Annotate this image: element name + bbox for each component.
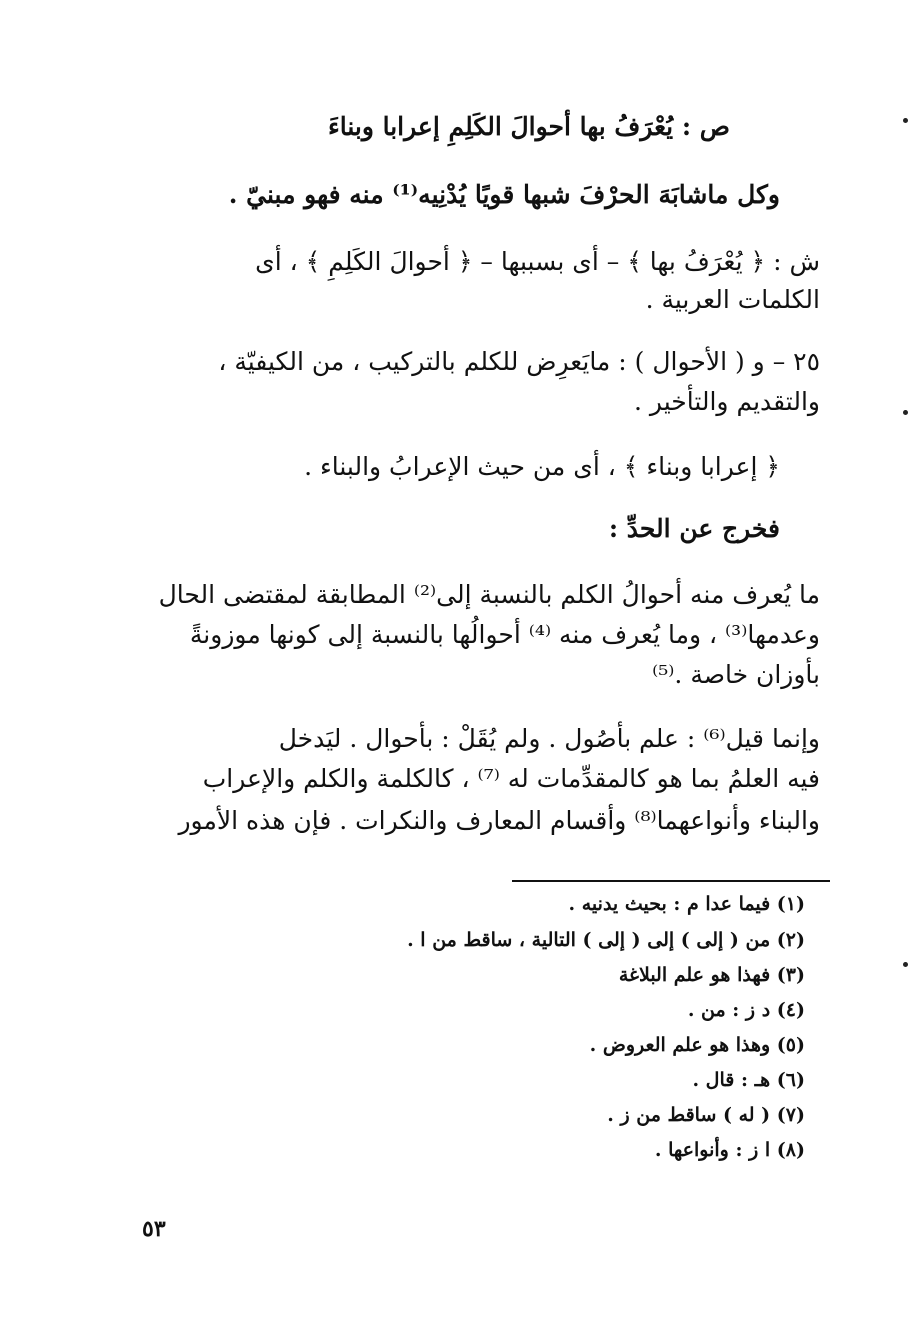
footnote-2: (٢) من ( إلى ) إلى ( إلى ) التالية ، ساقط من ا . [407, 929, 805, 951]
body-line-5: ﴿ إعرابا وبناء ﴾ ، أى من حيث الإعرابُ والبناء . [304, 452, 780, 481]
footnote-8: (٨) ا ز : وأنواعها . [654, 1139, 805, 1161]
scan-speck [903, 962, 908, 967]
body-line-8: وعدمها⁽³⁾ ، وما يُعرف منه ⁽⁴⁾ أحوالُها بالنسبة إلى كونها موزونةً [189, 620, 820, 649]
verse-line-1: ص : يُعْرَفُ بها أحوالَ الكَلِمِ إعرابا وبناءَ [327, 112, 730, 141]
footnote-divider [512, 880, 830, 882]
body-line-7: ما يُعرف منه أحوالُ الكلم بالنسبة إلى⁽²⁾ المطابقة لمقتضى الحال [158, 580, 820, 609]
body-line-2: الكلمات العربية . [645, 285, 820, 314]
body-line-4: والتقديم والتأخير . [634, 387, 820, 416]
body-line-12: والبناء وأنواعهما⁽⁸⁾ وأقسام المعارف والنكرات . فإن هذه الأمور [178, 806, 820, 835]
footnote-7: (٧) ( له ) ساقط من ز . [607, 1104, 805, 1126]
footnote-6: (٦) هـ : قال . [692, 1069, 805, 1091]
footnote-4: (٤) د ز : من . [687, 999, 805, 1021]
page-number: ٥٣ [142, 1216, 166, 1242]
footnote-3: (٣) فهذا هو علم البلاغة [618, 964, 805, 986]
scan-speck [903, 410, 908, 415]
verse-line-2: وكل ماشابَهَ الحرْفَ شبها قويًا يُدْنِيه⁽¹⁾ منه فهو مبنيّ . [228, 180, 780, 209]
body-line-3: ٢٥ – و ( الأحوال ) : مايَعرِض للكلم بالتركيب ، من الكيفيّة ، [218, 347, 820, 376]
footnote-1: (١) فيما عدا م : بحيث يدنيه . [568, 893, 805, 915]
body-line-10: وإنما قيل⁽⁶⁾ : علم بأصُول . ولم يُقَلْ : بأحوال . ليَدخل [278, 724, 820, 753]
body-line-9: بأوزان خاصة .⁽⁵⁾ [652, 660, 820, 689]
footnote-5: (٥) وهذا هو علم العروض . [589, 1034, 805, 1056]
body-line-1: ش : ﴿ يُعْرَفُ بها ﴾ – أى بسببها – ﴿ أحوالَ الكَلِمِ ﴾ ، أى [255, 247, 820, 276]
body-line-11: فيه العلمُ بما هو كالمقدِّمات له ⁽⁷⁾ ، كالكلمة والكلم والإعراب [202, 764, 820, 793]
section-heading: فخرج عن الحدِّ : [608, 514, 780, 543]
scan-speck [903, 118, 908, 123]
